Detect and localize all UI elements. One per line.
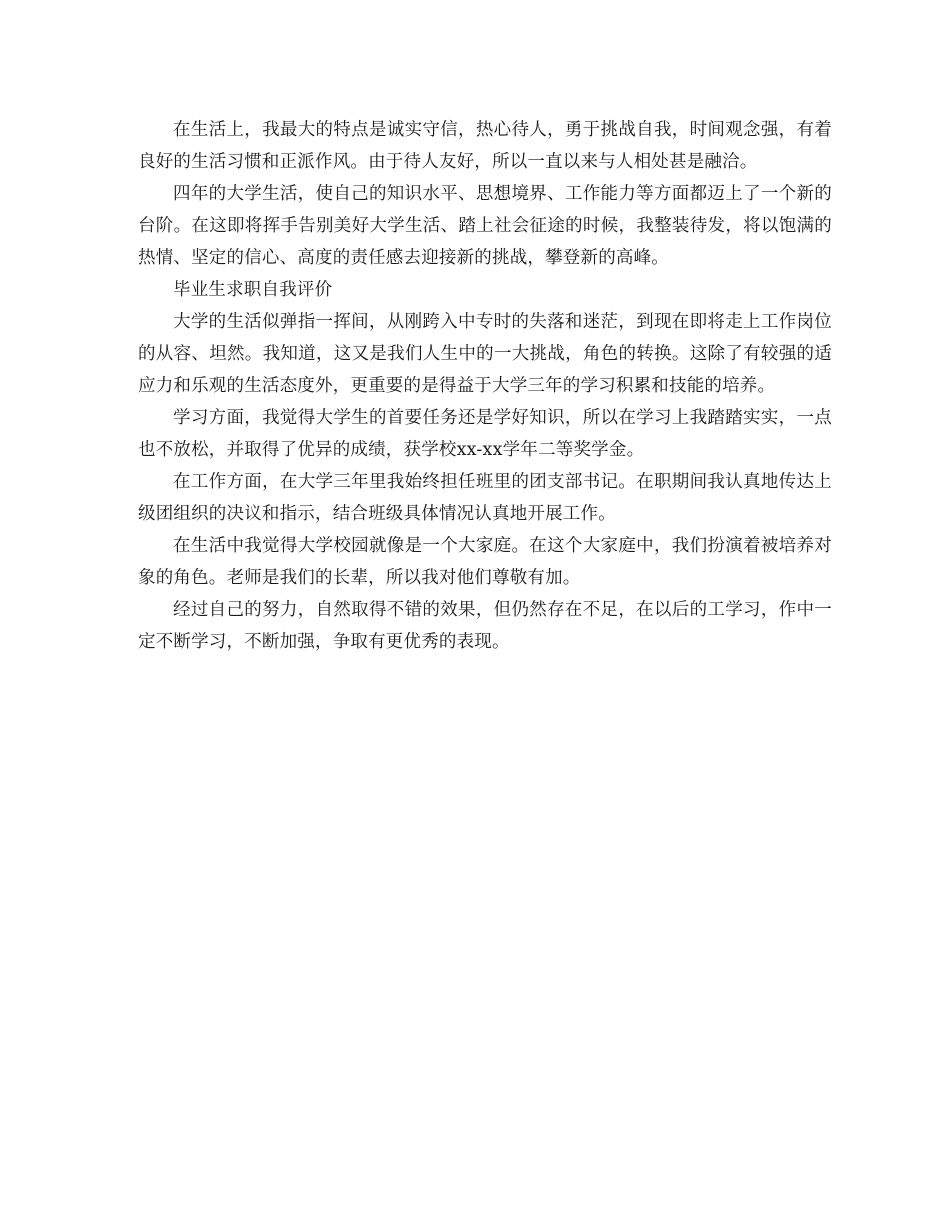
paragraph-life: 在生活上，我最大的特点是诚实守信，热心待人，勇于挑战自我，时间观念强，有着良好的生活习惯和正派作风。由于待人友好，所以一直以来与人相处甚是融洽。 [138,120,832,172]
paragraph-university-life: 大学的生活似弹指一挥间，从刚跨入中专时的失落和迷茫，到现在即将走上工作岗位的从容、坦然。我知道，这又是我们人生中的一大挑战，角色的转换。这除了有较强的适应力和乐观的生活态度外，更重要的是得益于大学三年的学习积累和技能的培养。 [138,312,832,396]
paragraph-work: 在工作方面，在大学三年里我始终担任班里的团支部书记。在职期间我认真地传达上级团组织的决议和指示，结合班级具体情况认真地开展工作。 [138,472,832,524]
paragraph-four-years: 四年的大学生活，使自己的知识水平、思想境界、工作能力等方面都迈上了一个新的台阶。在这即将挥手告别美好大学生活、踏上社会征途的时候，我整装待发，将以饱满的热情、坚定的信心、高度的责任感去迎接新的挑战，攀登新的高峰。 [138,184,832,268]
paragraph-campus: 在生活中我觉得大学校园就像是一个大家庭。在这个大家庭中，我们扮演着被培养对象的角色。老师是我们的长辈，所以我对他们尊敬有加。 [138,536,832,588]
paragraph-study: 学习方面，我觉得大学生的首要任务还是学好知识，所以在学习上我踏踏实实，一点也不放松，并取得了优异的成绩，获学校xx-xx学年二等奖学金。 [138,408,832,460]
document-body [138,114,832,658]
paragraph-conclusion: 经过自己的努力，自然取得不错的效果，但仍然存在不足，在以后的工学习，作中一定不断学习，不断加强，争取有更优秀的表现。 [138,600,832,652]
section-heading: 毕业生求职自我评价 [173,280,333,300]
